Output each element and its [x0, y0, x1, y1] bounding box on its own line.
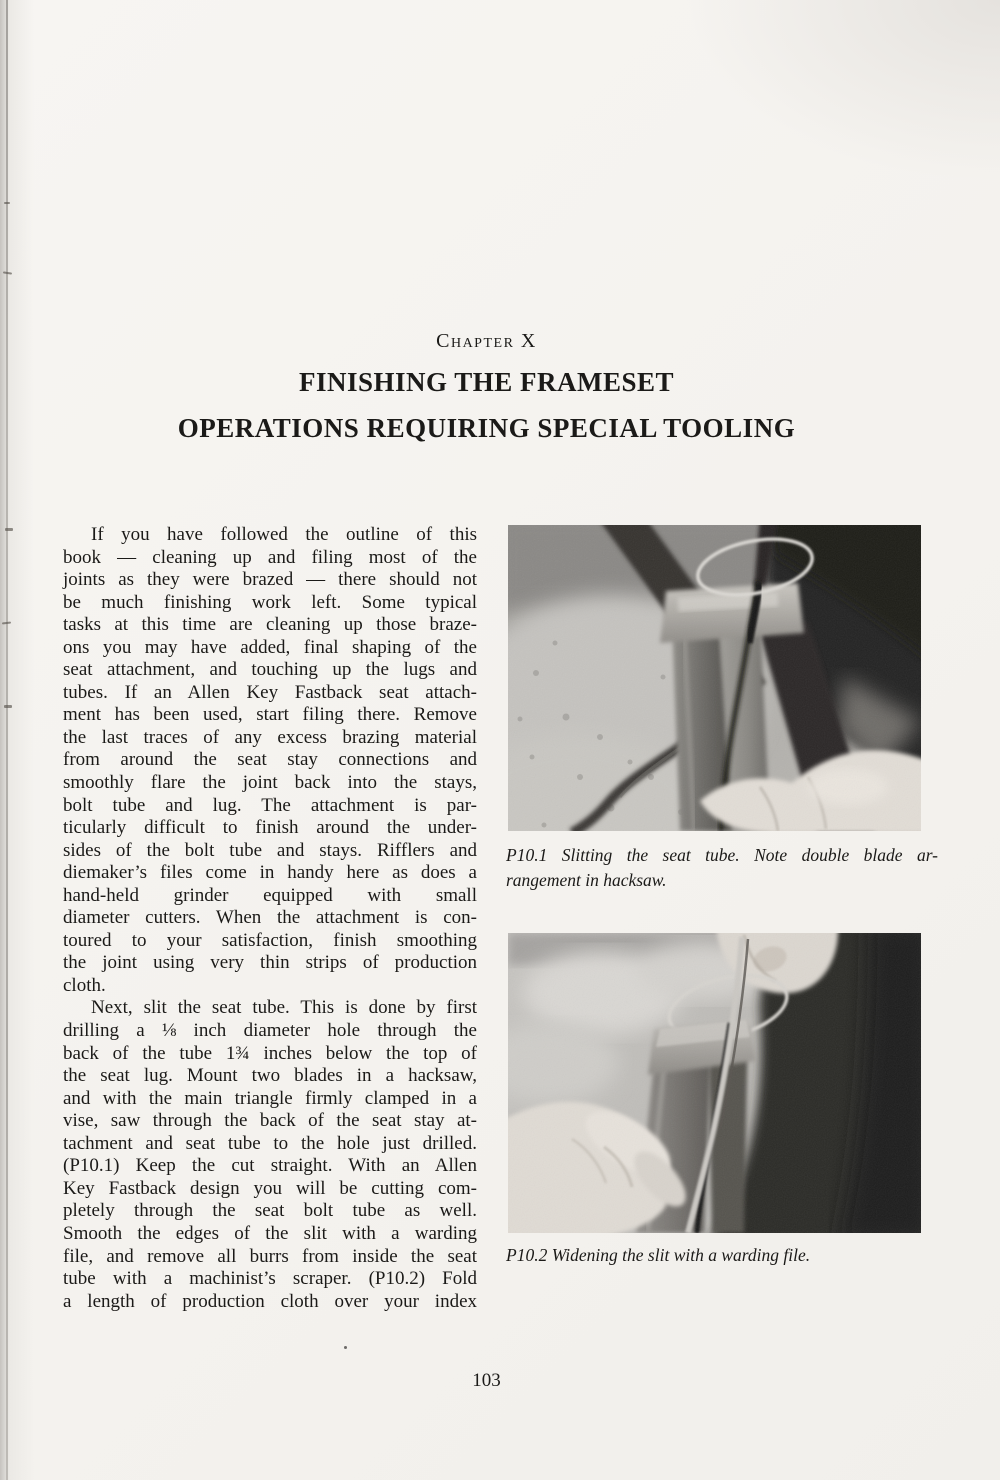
figure-caption-line: P10.1 Slitting the seat tube. Note double blade ar-: [506, 845, 938, 865]
body-text-line: diameter cutters. When the attachment is con-: [63, 907, 477, 929]
chapter-heading: Chapter X: [436, 330, 537, 352]
body-text-line: bolt tube and lug. The attachment is par-: [63, 794, 477, 816]
body-text-line: Key Fastback design you will be cutting com-: [63, 1177, 477, 1199]
body-text-line: Next, slit the seat tube. This is done by first: [91, 997, 477, 1019]
body-text-line: smoothly flare the joint back into the stays,: [63, 772, 477, 794]
body-text-line: book — cleaning up and filing most of the: [63, 546, 477, 568]
body-text-line: If you have followed the outline of this: [91, 524, 477, 545]
figure-caption-line: P10.2 Widening the slit with a warding file.: [506, 1245, 811, 1265]
figure-photo-p10-1: [508, 525, 921, 831]
body-text-line: file, and remove all burrs from inside the seat: [63, 1245, 477, 1267]
body-text-line: drilling a ⅛ inch diameter hole through the: [63, 1020, 477, 1042]
body-text-column: [63, 524, 477, 1313]
body-text-line: the joint using very thin strips of production: [63, 952, 477, 974]
body-text-line: ons you may have added, final shaping of the: [63, 636, 477, 658]
body-text-line: tube with a machinist’s scraper. (P10.2) Fold: [63, 1268, 477, 1290]
body-text-line: tasks at this time are cleaning up those braze-: [63, 614, 477, 636]
body-text-line: tubes. If an Allen Key Fastback seat attach-: [63, 681, 477, 703]
body-text-line: ment has been used, start filing there. Remove: [63, 704, 477, 726]
scan-artifact-tick: [5, 528, 13, 531]
print-artifact-dot: [344, 1346, 347, 1349]
body-text-line: from around the seat stay connections and: [63, 749, 477, 771]
body-text-line: a length of production cloth over your index: [63, 1290, 477, 1312]
scan-artifact-tick: [3, 271, 12, 274]
body-text-line: ticularly difficult to finish around the under-: [63, 817, 477, 839]
body-text-line: toured to your satisfaction, finish smoothing: [63, 929, 477, 951]
body-text-line: Smooth the edges of the slit with a warding: [63, 1222, 477, 1244]
figure-caption-p10-1: [506, 843, 938, 892]
body-text-line: be much finishing work left. Some typical: [63, 591, 477, 613]
chapter-title-line-2: OPERATIONS REQUIRING SPECIAL TOOLING: [177, 413, 796, 443]
page-number: 103: [472, 1370, 501, 1391]
body-text-line: tachment and seat tube to the hole just drilled.: [63, 1132, 477, 1154]
body-text-line: diemaker’s files come in handy here as does a: [63, 862, 477, 884]
figure-caption-line: rangement in hacksaw.: [506, 869, 667, 890]
photo-p10-1-illustration: [508, 525, 921, 831]
figure-caption-p10-2: [506, 1243, 938, 1268]
page-edge-line: [6, 0, 8, 1480]
paragraph-2: [63, 997, 477, 1313]
paragraph-1: [63, 524, 477, 997]
body-text-line: (P10.1) Keep the cut straight. With an Allen: [63, 1155, 477, 1177]
body-text-line: pletely through the seat bolt tube as well.: [63, 1200, 477, 1222]
body-text-line: seat attachment, and touching up the lugs and: [63, 659, 477, 681]
body-text-line: hand-held grinder equipped with small: [63, 884, 477, 906]
body-text-line: joints as they were brazed — there should not: [63, 569, 477, 591]
body-text-line: sides of the bolt tube and stays. Rifflers and: [63, 839, 477, 861]
photo-p10-2-illustration: [508, 933, 921, 1233]
body-text-line: and with the main triangle firmly clamped in a: [63, 1087, 477, 1109]
body-text-line: back of the tube 1¾ inches below the top of: [63, 1042, 477, 1064]
scan-artifact-tick: [4, 202, 10, 204]
chapter-title-line-1: FINISHING THE FRAMESET: [298, 367, 675, 397]
body-text-line: the seat lug. Mount two blades in a hacksaw,: [63, 1065, 477, 1087]
body-text-line: vise, saw through the back of the seat stay at-: [63, 1110, 477, 1132]
scan-artifact-tick: [4, 705, 12, 708]
figure-photo-p10-2: [508, 933, 921, 1233]
body-text-line: the last traces of any excess brazing material: [63, 726, 477, 748]
body-text-line: cloth.: [63, 974, 106, 996]
